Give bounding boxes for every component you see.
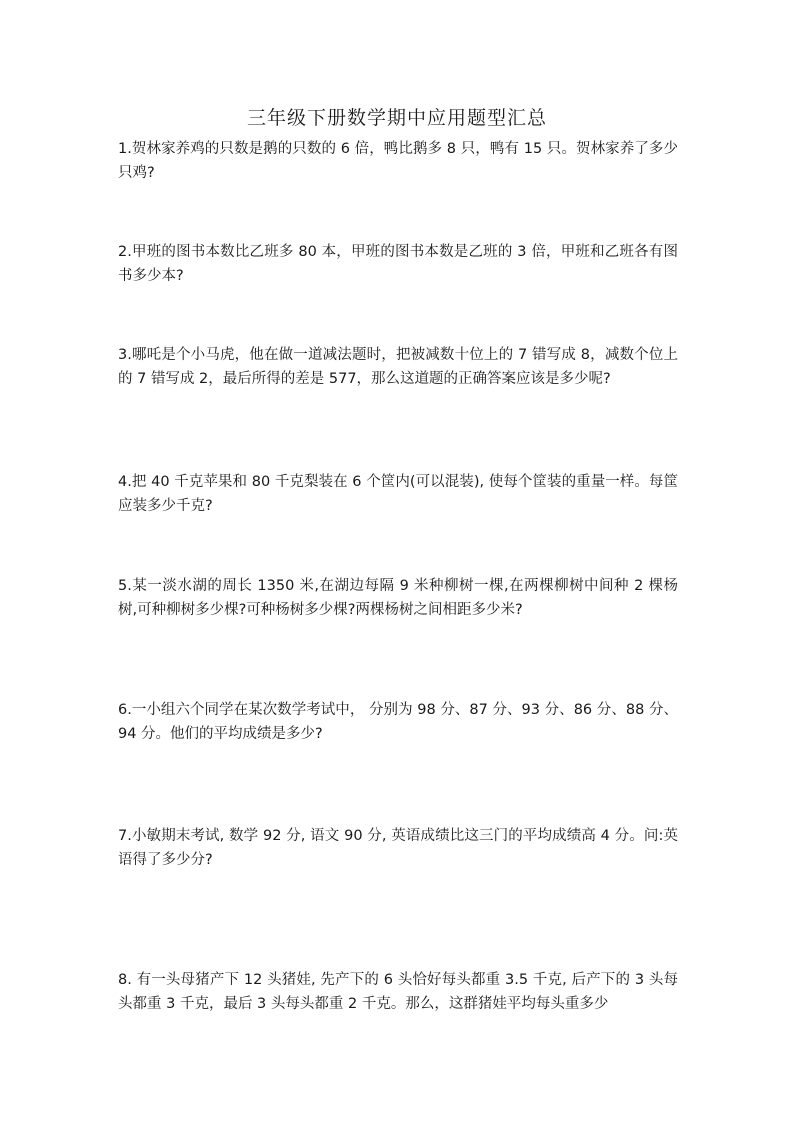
question-1: 1.贺林家养鸡的只数是鹅的只数的 6 倍，鸭比鹅多 8 只，鸭有 15 只。贺林家养了多少只鸡? [118, 141, 678, 181]
question-2: 2.甲班的图书本数比乙班多 80 本，甲班的图书本数是乙班的 3 倍，甲班和乙班各有图书多少本? [118, 244, 678, 284]
question-3: 3.哪吒是个小马虎，他在做一道减法题时，把被减数十位上的 7 错写成 8，减数个位上的 7 错写成 2，最后所得的差是 577，那么这道题的正确答案应该是多少呢? [118, 347, 678, 387]
question-4: 4.把 40 千克苹果和 80 千克梨装在 6 个筐内(可以混装), 使每个筐装的重量一样。每筐应装多少千克? [118, 474, 678, 514]
question-8: 8. 有一头母猪产下 12 头猪娃, 先产下的 6 头恰好每头都重 3.5 千克, 后产下的 3 头每头都重 3 千克，最后 3 头每头都重 2 千克。那么，这群猪娃平均每头重多少 [118, 972, 678, 1012]
question-5: 5.某一淡水湖的周长 1350 米,在湖边每隔 9 米种柳树一棵,在两棵柳树中间种 2 棵杨树,可种柳树多少棵?可种杨树多少棵?两棵杨树之间相距多少米? [118, 578, 678, 618]
question-6: 6.一小组六个同学在某次数学考试中， 分别为 98 分、87 分、93 分、86 分、88 分、94 分。他们的平均成绩是多少? [118, 702, 678, 742]
question-7: 7.小敏期末考试, 数学 92 分, 语文 90 分, 英语成绩比这三门的平均成绩高 4 分。问:英语得了多少分? [118, 828, 678, 868]
document-title: 三年级下册数学期中应用题型汇总 [246, 107, 547, 129]
